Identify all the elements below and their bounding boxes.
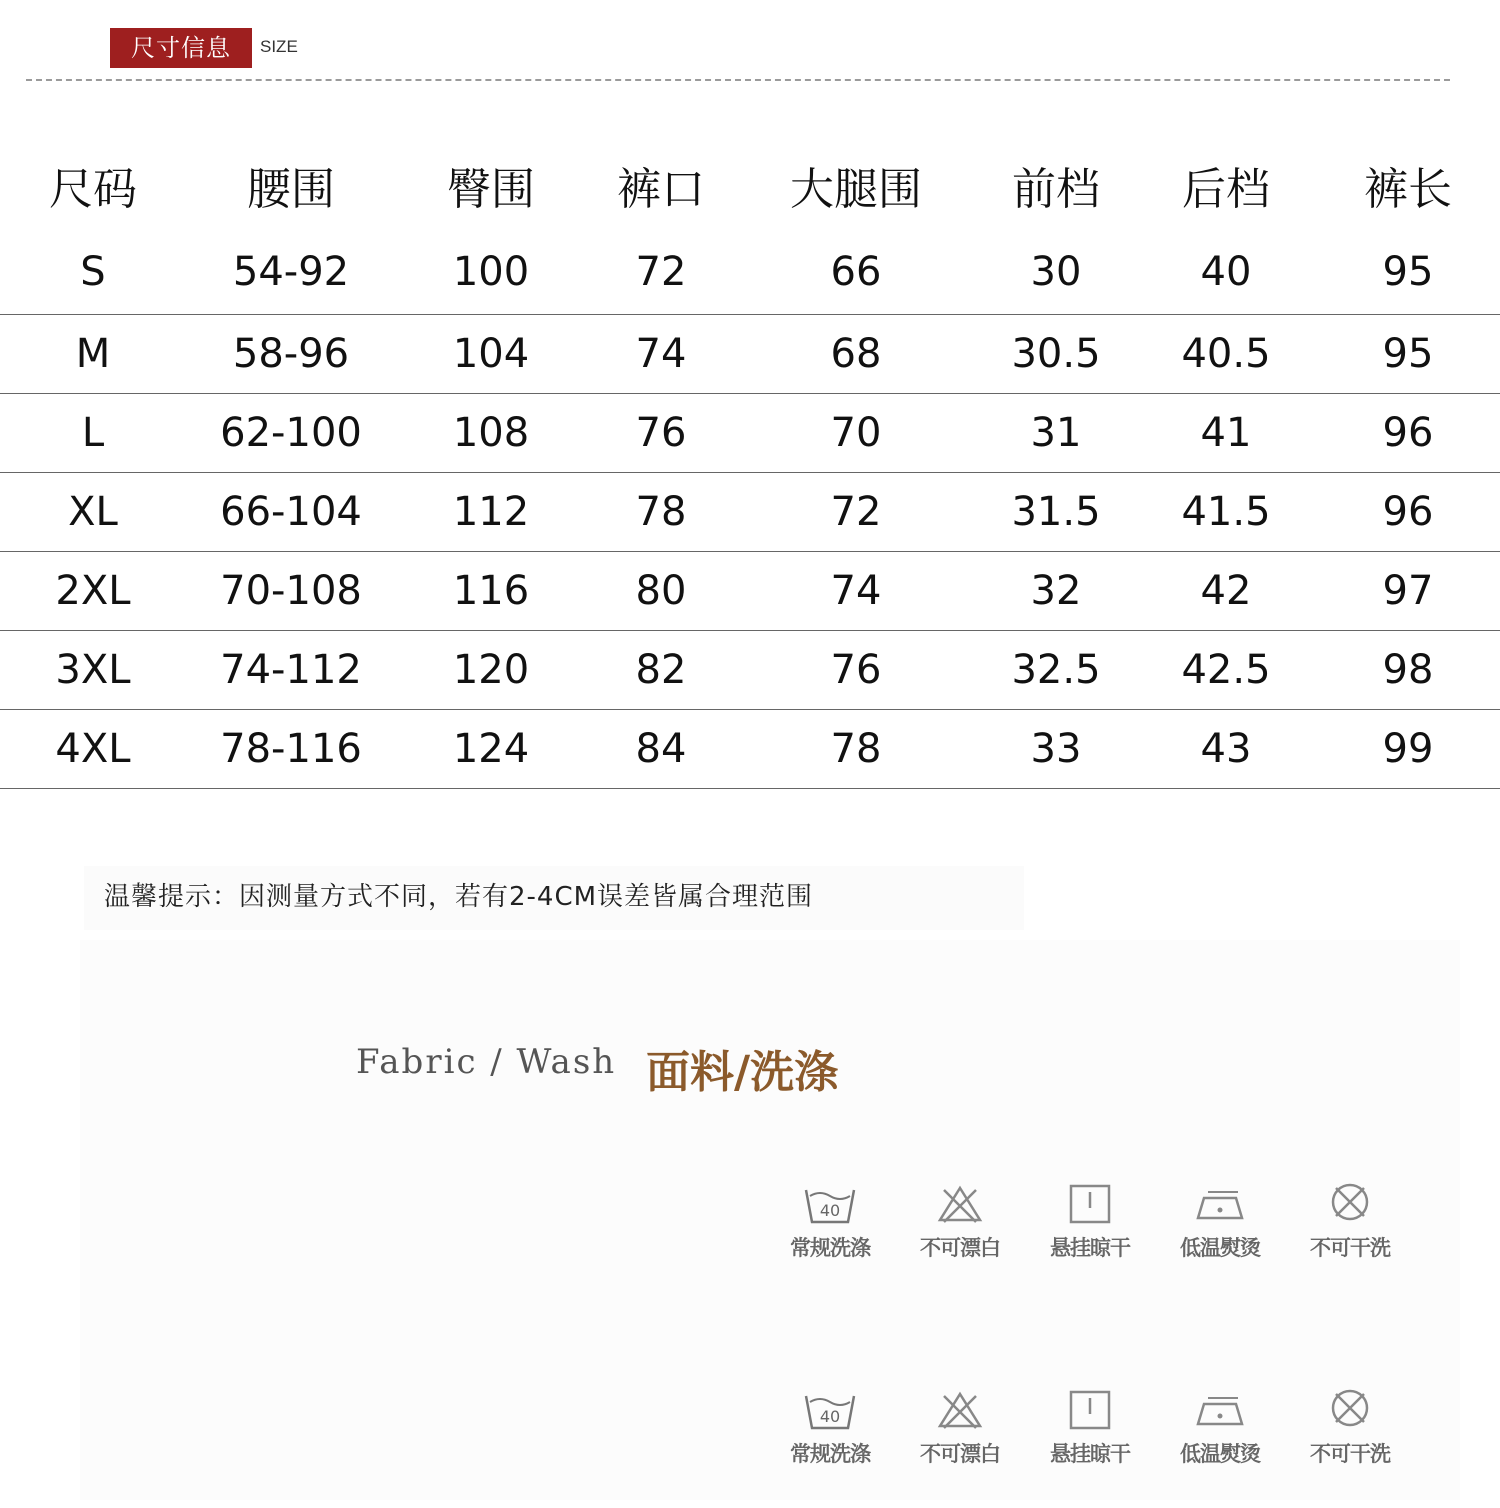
measurement-cell: 76 xyxy=(635,410,687,456)
care-item xyxy=(770,1388,890,1478)
table-row xyxy=(0,710,1500,789)
fabric-title-en: Fabric / Wash xyxy=(356,1042,617,1082)
measurement-cell: 84 xyxy=(635,726,687,772)
care-item xyxy=(1030,1388,1150,1478)
care-row-1 xyxy=(770,1182,1410,1272)
measurement-cell: 31 xyxy=(1030,410,1082,456)
measurement-cell: 43 xyxy=(1200,726,1252,772)
measurement-cell: 31.5 xyxy=(1011,489,1101,535)
svg-text:40: 40 xyxy=(819,1407,841,1426)
measurement-cell: 100 xyxy=(452,249,530,295)
care-label: 悬挂晾干 xyxy=(1050,1236,1130,1260)
care-item xyxy=(1160,1388,1280,1478)
measurement-cell: 74 xyxy=(635,331,687,377)
wash-40-icon xyxy=(802,1182,858,1226)
care-label: 常规洗涤 xyxy=(790,1236,870,1260)
care-label: 不可干洗 xyxy=(1310,1442,1390,1466)
header-hip: 臀围 xyxy=(447,164,535,215)
care-label: 悬挂晾干 xyxy=(1050,1442,1130,1466)
size-label-cell: 2XL xyxy=(55,568,131,614)
measurement-cell: 30.5 xyxy=(1011,331,1101,377)
low-iron-icon xyxy=(1192,1182,1248,1226)
care-label: 不可漂白 xyxy=(920,1442,1000,1466)
measurement-cell: 54-92 xyxy=(232,249,350,295)
measurement-cell: 72 xyxy=(830,489,882,535)
measurement-cell: 112 xyxy=(452,489,530,535)
no-dry-clean-icon xyxy=(1322,1388,1378,1432)
size-label-cell: XL xyxy=(68,489,118,535)
measurement-cell: 58-96 xyxy=(232,331,350,377)
measurement-cell: 40.5 xyxy=(1181,331,1271,377)
size-label-cell: 3XL xyxy=(55,647,131,693)
table-row xyxy=(0,473,1500,552)
care-item xyxy=(1290,1388,1410,1478)
care-item xyxy=(1160,1182,1280,1272)
measurement-cell: 70 xyxy=(830,410,882,456)
hang-dry-icon xyxy=(1062,1388,1118,1432)
care-item xyxy=(1290,1182,1410,1272)
size-label-cell: M xyxy=(75,331,111,377)
care-row-2 xyxy=(770,1388,1410,1478)
size-label-cell: 4XL xyxy=(55,726,131,772)
measurement-cell: 66 xyxy=(830,249,882,295)
hang-dry-icon xyxy=(1062,1182,1118,1226)
measurement-cell: 82 xyxy=(635,647,687,693)
header-size: 尺码 xyxy=(49,164,137,215)
header-front-rise: 前档 xyxy=(1012,164,1100,215)
measurement-cell: 66-104 xyxy=(220,489,362,535)
table-row xyxy=(0,230,1500,315)
care-label: 低温熨烫 xyxy=(1180,1236,1260,1260)
measurement-cell: 74 xyxy=(830,568,882,614)
header-thigh: 大腿围 xyxy=(790,164,922,215)
table-row xyxy=(0,631,1500,710)
header-length: 裤长 xyxy=(1364,164,1452,215)
measurement-cell: 95 xyxy=(1382,331,1434,377)
measurement-cell: 78 xyxy=(635,489,687,535)
measurement-cell: 40 xyxy=(1200,249,1252,295)
care-label: 常规洗涤 xyxy=(790,1442,870,1466)
measurement-cell: 78 xyxy=(830,726,882,772)
fabric-title-cn: 面料/洗涤 xyxy=(646,1047,839,1098)
measurement-cell: 80 xyxy=(635,568,687,614)
size-label-cell: S xyxy=(80,249,106,295)
table-row xyxy=(0,394,1500,473)
size-label-cell: L xyxy=(81,410,105,456)
care-item xyxy=(900,1388,1020,1478)
measurement-cell: 97 xyxy=(1382,568,1434,614)
measurement-tip: 温馨提示：因测量方式不同，若有2-4CM误差皆属合理范围 xyxy=(104,882,814,912)
header-leg-opening: 裤口 xyxy=(617,164,705,215)
measurement-cell: 95 xyxy=(1382,249,1434,295)
measurement-cell: 32 xyxy=(1030,568,1082,614)
care-item xyxy=(900,1182,1020,1272)
measurement-cell: 32.5 xyxy=(1011,647,1101,693)
measurement-cell: 78-116 xyxy=(220,726,362,772)
dashed-divider xyxy=(26,79,1450,81)
measurement-cell: 41.5 xyxy=(1181,489,1271,535)
measurement-cell: 30 xyxy=(1030,249,1082,295)
measurement-cell: 124 xyxy=(452,726,530,772)
care-label: 不可漂白 xyxy=(920,1236,1000,1260)
header-waist: 腰围 xyxy=(247,164,335,215)
measurement-cell: 108 xyxy=(452,410,530,456)
measurement-cell: 33 xyxy=(1030,726,1082,772)
table-row xyxy=(0,552,1500,631)
measurement-cell: 120 xyxy=(452,647,530,693)
section-title-tag: 尺寸信息 xyxy=(110,28,252,68)
measurement-cell: 96 xyxy=(1382,410,1434,456)
measurement-cell: 99 xyxy=(1382,726,1434,772)
no-bleach-icon xyxy=(932,1182,988,1226)
section-subtitle: SIZE xyxy=(260,37,298,56)
no-dry-clean-icon xyxy=(1322,1182,1378,1226)
measurement-cell: 42 xyxy=(1200,568,1252,614)
low-iron-icon xyxy=(1192,1388,1248,1432)
measurement-cell: 76 xyxy=(830,647,882,693)
measurement-cell: 96 xyxy=(1382,489,1434,535)
header-back-rise: 后档 xyxy=(1182,164,1270,215)
svg-text:40: 40 xyxy=(819,1201,841,1220)
care-item xyxy=(1030,1182,1150,1272)
measurement-cell: 104 xyxy=(452,331,530,377)
measurement-cell: 41 xyxy=(1200,410,1252,456)
measurement-cell: 116 xyxy=(452,568,530,614)
measurement-cell: 42.5 xyxy=(1181,647,1271,693)
wash-40-icon xyxy=(802,1388,858,1432)
table-row xyxy=(0,315,1500,394)
table-header-row xyxy=(0,140,1500,230)
size-table xyxy=(0,140,1500,789)
care-label: 低温熨烫 xyxy=(1180,1442,1260,1466)
care-item xyxy=(770,1182,890,1272)
care-label: 不可干洗 xyxy=(1310,1236,1390,1260)
measurement-cell: 72 xyxy=(635,249,687,295)
measurement-cell: 98 xyxy=(1382,647,1434,693)
measurement-cell: 74-112 xyxy=(220,647,362,693)
measurement-cell: 70-108 xyxy=(220,568,362,614)
measurement-cell: 62-100 xyxy=(220,410,362,456)
no-bleach-icon xyxy=(932,1388,988,1432)
measurement-cell: 68 xyxy=(830,331,882,377)
